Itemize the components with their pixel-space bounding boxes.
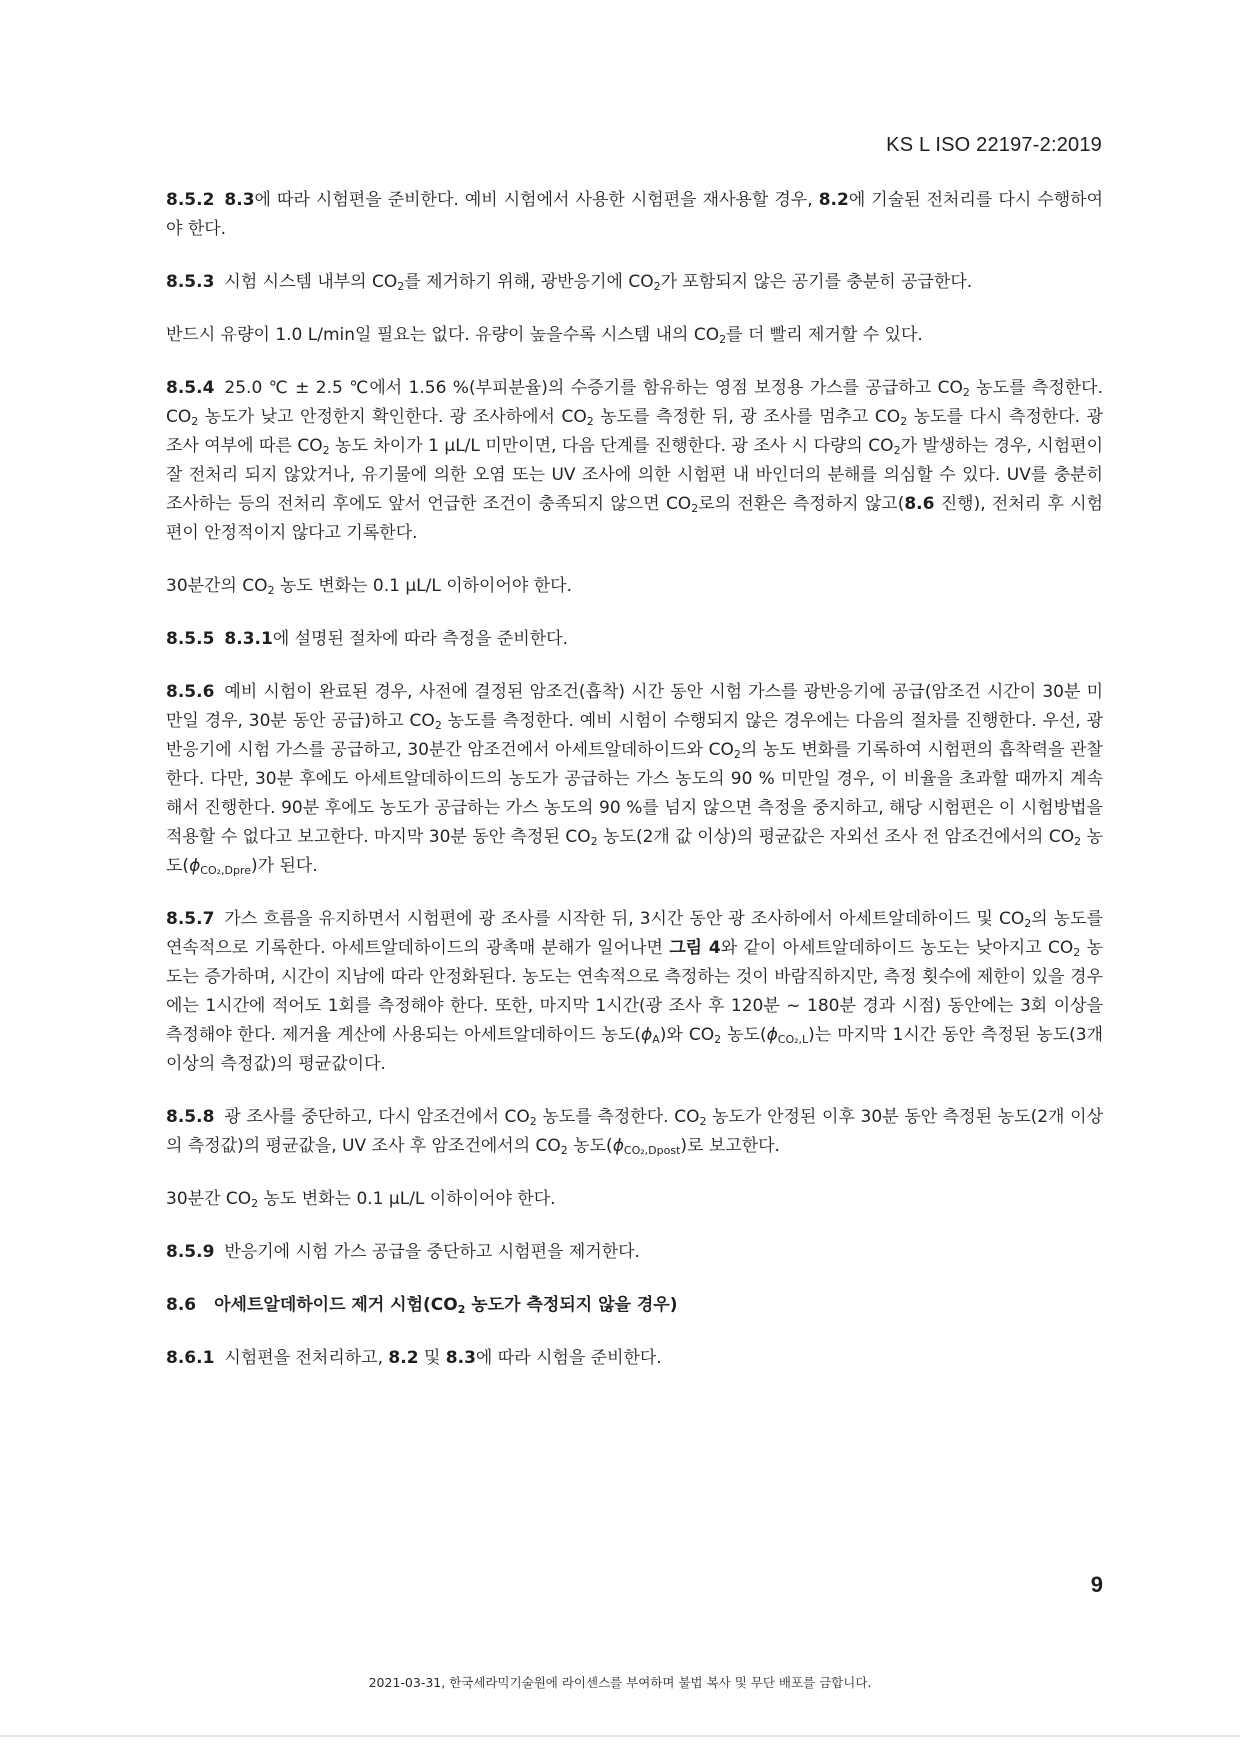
clause-number: 8.5.2 bbox=[166, 190, 215, 210]
clause-8-5-4: 8.5.4 25.0 ℃ ± 2.5 ℃에서 1.56 %(부피분율)의 수증기를 함유하는 영점 보정용 가스를 공급하고 $CO_2$ 농도를 측정한다. $CO_2$ 농도가 낮고 안정한지 확인한다. 광 조사하에서 $CO_2$ 농도를 측정한 뒤, 광 조사를 멈추고 $CO_2$ 농도를 다시 측정한다. 광 조사 여부에 따른 $CO_2$ 농도 차이가 1 μL/L 미만이면, 다음 단계를 진행한다. 광 조사 시 다량의 $CO_2$가 발생하는 경우, 시험편이 잘 전처리 되지 않았거나, 유기물에 의한 오염 또는 UV 조사에 의한 시험편 내 바인더의 분해를 의심할 수 있다. UV를 충분히 조사하는 등의 전처리 후에도 앞서 언급한 조건이 충족되지 않으면 $CO_2$로의 전환은 측정하지 않고(8.6 진행), 전처리 후 시험편이 안정적이지 않다고 기록한다. bbox=[166, 378, 1104, 543]
clause-number: 8.5.6 bbox=[166, 682, 215, 702]
note-co2-variation: 30분간의 $CO_2$ 농도 변화는 0.1 μL/L 이하이어야 한다. bbox=[166, 576, 572, 597]
clause-8-6-1: 8.6.1 시험편을 전처리하고, 8.2 및 8.3에 따라 시험을 준비한다. bbox=[166, 1348, 662, 1368]
figure-reference: 그림 4 bbox=[669, 938, 721, 958]
standard-number: KS L ISO 22197-2:2019 bbox=[886, 134, 1102, 156]
clause-number: 8.5.8 bbox=[166, 1107, 215, 1127]
clause-number: 8.5.5 bbox=[166, 629, 215, 649]
note-co2-variation-2: 30분간 $CO_2$ 농도 변화는 0.1 μL/L 이하이어야 한다. bbox=[166, 1189, 556, 1210]
clause-number: 8.6.1 bbox=[166, 1348, 215, 1368]
clause-number: 8.5.4 bbox=[166, 378, 215, 398]
clause-8-5-8: 8.5.8 광 조사를 중단하고, 다시 암조건에서 $CO_2$ 농도를 측정한다. $CO_2$ 농도가 안정된 이후 30분 동안 측정된 농도(2개 이상의 측정값)의 평균값을, UV 조사 후 암조건에서의 $CO_2$ 농도$(\phi_{CO_2,Dpost})$로 보고한다. bbox=[166, 1107, 1103, 1157]
page-number: 9 bbox=[1090, 1572, 1103, 1597]
note-flow-rate: 반드시 유량이 1.0 L/min일 필요는 없다. 유량이 높을수록 시스템 내의 $CO_2$를 더 빨리 제거할 수 있다. bbox=[166, 325, 923, 346]
clause-8-5-9: 8.5.9 반응기에 시험 가스 공급을 중단하고 시험편을 제거한다. bbox=[166, 1242, 640, 1262]
clause-number: 8.5.3 bbox=[166, 272, 215, 292]
page-edge-divider bbox=[0, 1735, 1240, 1737]
section-heading-8-6: 8.6 아세트알데하이드 제거 시험($CO_2$ 농도가 측정되지 않을 경우) bbox=[166, 1295, 678, 1316]
clause-8-5-2: 8.5.2 8.3에 따라 시험편을 준비한다. 예비 시험에서 사용한 시험편을 재사용할 경우, 8.2에 기술된 전처리를 다시 수행하여야 한다. bbox=[166, 190, 1103, 239]
document-body bbox=[166, 186, 1103, 1397]
clause-number: 8.5.7 bbox=[166, 909, 215, 929]
clause-number: 8.5.9 bbox=[166, 1242, 215, 1262]
section-number: 8.6 bbox=[166, 1295, 197, 1315]
clause-8-5-3: 8.5.3 시험 시스템 내부의 $CO_2$를 제거하기 위해, 광반응기에 $CO_2$가 포함되지 않은 공기를 충분히 공급한다. bbox=[166, 272, 973, 293]
clause-8-5-5: 8.5.5 8.3.1에 설명된 절차에 따라 측정을 준비한다. bbox=[166, 629, 568, 649]
clause-8-5-6: 8.5.6 예비 시험이 완료된 경우, 사전에 결정된 암조건(흡착) 시간 동안 시험 가스를 광반응기에 공급(암조건 시간이 30분 미만일 경우, 30분 동안 공급)하고 $CO_2$ 농도를 측정한다. 예비 시험이 수행되지 않은 경우에는 다음의 절차를 진행한다. 우선, 광반응기에 시험 가스를 공급하고, 30분간 암조건에서 아세트알데하이드와 $CO_2$의 농도 변화를 기록하여 시험편의 흡착력을 관찰한다. 다만, 30분 후에도 아세트알데하이드의 농도가 공급하는 가스 농도의 90 % 미만일 경우, 이 비율을 초과할 때까지 계속해서 진행한다. 90분 후에도 농도가 공급하는 가스 농도의 90 %를 넘지 않으면 측정을 중지하고, 해당 시험편은 이 시험방법을 적용할 수 없다고 보고한다. 마지막 30분 동안 측정된 $CO_2$ 농도(2개 값 이상)의 평균값은 자외선 조사 전 암조건에서의 $CO_2$ 농도$(\phi_{CO_2,Dpre})$가 된다. bbox=[166, 682, 1103, 877]
license-footer: 2021-03-31, 한국세라믹기술원에 라이센스를 부여하며 불법 복사 및 무단 배포를 금합니다. bbox=[368, 1675, 872, 1690]
clause-8-5-7: 8.5.7 가스 흐름을 유지하면서 시험편에 광 조사를 시작한 뒤, 3시간 동안 광 조사하에서 아세트알데하이드 및 $CO_2$의 농도를 연속적으로 기록한다. 아세트알데하이드의 광촉매 분해가 일어나면 그림 4와 같이 아세트알데하이드 농도는 낮아지고 $CO_2$ 농도는 증가하며, 시간이 지남에 따라 안정화된다. 농도는 연속적으로 측정하는 것이 바람직하지만, 측정 횟수에 제한이 있을 경우에는 1시간에 적어도 1회를 측정해야 한다. 또한, 마지막 1시간(광 조사 후 120분 ~ 180분 경과 시점) 동안에는 3회 이상을 측정해야 한다. 제거율 계산에 사용되는 아세트알데하이드 농도$(\phi_A)$와 $CO_2$ 농도$(\phi_{CO_2,L})$는 마지막 1시간 동안 측정된 농도(3개 이상의 측정값)의 평균값이다. bbox=[166, 909, 1103, 1074]
